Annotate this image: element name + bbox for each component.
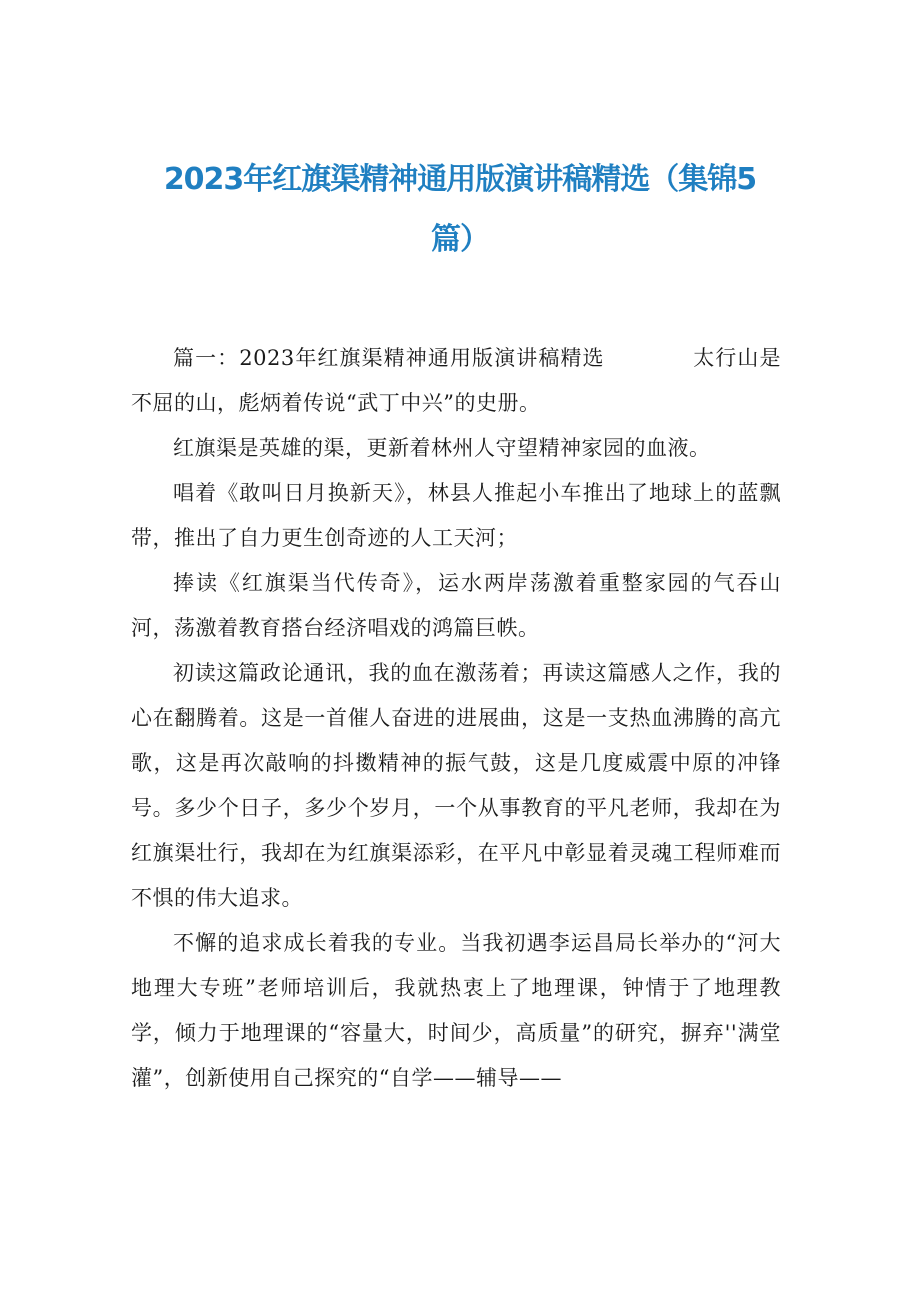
paragraph-1-head: 篇一：2023年红旗渠精神通用版演讲稿精选 <box>173 346 605 370</box>
title-line-2: 篇） <box>431 222 489 257</box>
document-title <box>110 150 810 270</box>
paragraph-6: 不懈的追求成长着我的专业。当我初遇李运昌局长举办的“河大地理大专班”老师培训后，我就热衷上了地理课，钟情于了地理教学，倾力于地理课的“容量大，时间少，高质量”的研究，摒弃''满堂灌”，创新使用自己探究的“自学——辅导—— <box>131 931 781 1090</box>
title-line-1: 2023年红旗渠精神通用版演讲稿精选（集锦5 <box>163 162 757 197</box>
paragraph-4: 捧读《红旗渠当代传奇》，运水两岸荡激着重整家园的气吞山河，荡激着教育搭台经济唱戏的鸿篇巨帙。 <box>131 571 781 640</box>
paragraph-1-tail: 太行山是不屈的山，彪炳着传说“武丁中兴”的史册。 <box>131 346 781 415</box>
document-body <box>131 336 781 1101</box>
paragraph-1 <box>131 336 781 426</box>
paragraph-5: 初读这篇政论通讯，我的血在激荡着；再读这篇感人之作，我的心在翻腾着。这是一首催人奋进的进展曲，这是一支热血沸腾的高亢歌，这是再次敲响的抖擞精神的振气鼓，这是几度威震中原的冲锋号。多少个日子，多少个岁月，一个从事教育的平凡老师，我却在为红旗渠壮行，我却在为红旗渠添彩，在平凡中彰显着灵魂工程师难而不惧的伟大追求。 <box>131 661 781 910</box>
paragraph-2: 红旗渠是英雄的渠，更新着林州人守望精神家园的血液。 <box>173 436 711 460</box>
paragraph-3: 唱着《敢叫日月换新天》，林县人推起小车推出了地球上的蓝飘带，推出了自力更生创奇迹的人工天河； <box>131 481 781 550</box>
